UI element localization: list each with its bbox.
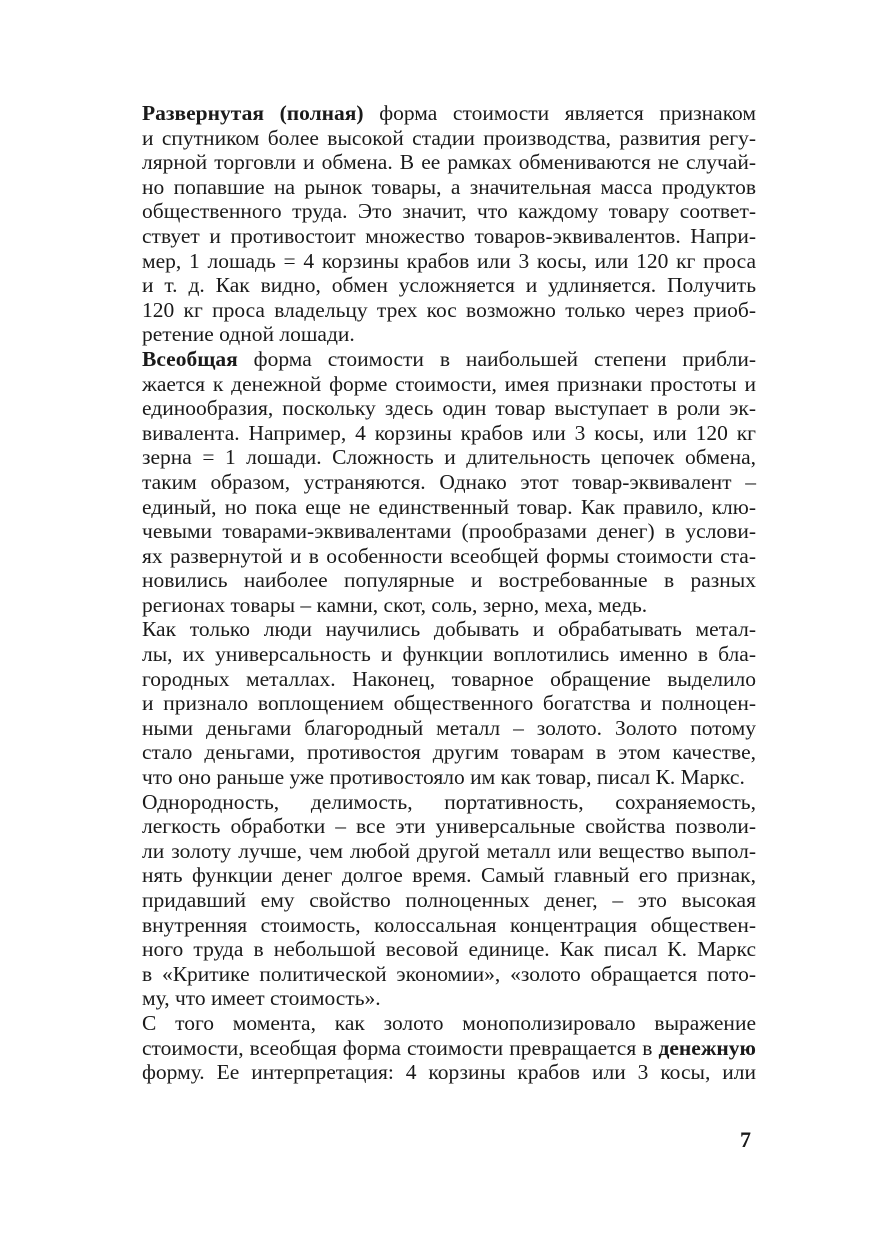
text-line bbox=[106, 347, 756, 372]
text-line bbox=[106, 495, 756, 520]
page-number: 7 bbox=[740, 1127, 751, 1152]
text-line bbox=[106, 839, 756, 864]
line-text: му, что имеет стоимость». bbox=[142, 986, 381, 1011]
text-line bbox=[106, 814, 756, 839]
line-text: мер, 1 лошадь = 4 корзины крабов или 3 косы, или 120 кг проса bbox=[142, 248, 756, 273]
line-text: ях развернутой и в особенности всеобщей формы стоимости ста- bbox=[142, 543, 756, 568]
line-text: ретение одной лошади. bbox=[142, 322, 355, 347]
text-line bbox=[106, 249, 756, 274]
line-text: ного труда в небольшой весовой единице. Как писал К. Маркс bbox=[142, 937, 756, 962]
line-text: стало деньгами, противостоя другим товарам в этом качестве, bbox=[142, 740, 756, 765]
bold-term: денежную bbox=[658, 1035, 756, 1060]
text-line bbox=[106, 790, 756, 815]
text-line bbox=[106, 1060, 756, 1085]
line-text: вивалента. Например, 4 корзины крабов или 3 косы, или 120 кг bbox=[142, 420, 756, 445]
text-line bbox=[106, 716, 756, 741]
line-text: лярной торговли и обмена. В ее рамках обмениваются не случай- bbox=[142, 150, 756, 175]
line-text: 120 кг проса владельцу трех кос возможно только через приоб- bbox=[142, 297, 756, 322]
line-text: форма стоимости в наибольшей степени прибли- bbox=[237, 346, 756, 371]
line-text: чевыми товарами-эквивалентами (прообразами денег) в услови- bbox=[142, 519, 756, 544]
text-line bbox=[106, 863, 756, 888]
text-line bbox=[106, 617, 756, 642]
text-line bbox=[106, 962, 756, 987]
line-text: единый, но пока еще не единственный товар. Как правило, клю- bbox=[142, 494, 756, 519]
line-text: внутренняя стоимость, колоссальная концентрация обществен- bbox=[142, 912, 756, 937]
line-text: лы, их универсальность и функции воплотились именно в бла- bbox=[142, 642, 756, 667]
line-text: нять функции денег долгое время. Самый главный его признак, bbox=[142, 863, 756, 888]
line-text: но попавшие на рынок товары, а значительная масса продуктов bbox=[142, 174, 756, 199]
line-text: новились наиболее популярные и востребованные в разных bbox=[142, 568, 756, 593]
text-line bbox=[106, 937, 756, 962]
paragraph bbox=[106, 617, 756, 789]
line-text: ли золоту лучше, чем любой другой металл или вещество выпол- bbox=[142, 838, 756, 863]
line-text: С того момента, как золото монополизировало выражение bbox=[142, 1010, 756, 1035]
text-line bbox=[106, 396, 756, 421]
text-line bbox=[106, 986, 756, 1011]
text-line bbox=[106, 765, 756, 790]
paragraph bbox=[106, 1011, 756, 1085]
text-line bbox=[106, 593, 756, 618]
line-text: и спутником более высокой стадии производства, развития регу- bbox=[142, 125, 756, 150]
text-line bbox=[106, 1036, 756, 1061]
line-text: регионах товары – камни, скот, соль, зерно, меха, медь. bbox=[142, 592, 648, 617]
line-text: и признало воплощением общественного богатства и полноцен- bbox=[142, 691, 756, 716]
text-line bbox=[106, 519, 756, 544]
line-text: и т. д. Как видно, обмен усложняется и удлиняется. Получить bbox=[142, 273, 756, 298]
paragraph bbox=[106, 101, 756, 347]
text-line bbox=[106, 691, 756, 716]
text-line bbox=[106, 224, 756, 249]
line-text: форму. Ее интерпретация: 4 корзины крабов или 3 косы, или bbox=[142, 1060, 756, 1085]
text-line bbox=[106, 199, 756, 224]
line-text: общественного труда. Это значит, что каждому товару соответ- bbox=[142, 199, 756, 224]
text-line bbox=[106, 101, 756, 126]
line-text: Как только люди научились добывать и обрабатывать метал- bbox=[142, 617, 756, 642]
text-line bbox=[106, 175, 756, 200]
line-text: ствует и противостоит множество товаров-эквивалентов. Напри- bbox=[142, 223, 756, 248]
line-text: зерна = 1 лошади. Сложность и длительность цепочек обмена, bbox=[142, 445, 756, 470]
line-text: единообразия, поскольку здесь один товар выступает в роли эк- bbox=[142, 396, 756, 421]
text-line bbox=[106, 1011, 756, 1036]
paragraph bbox=[106, 790, 756, 1011]
line-text: что оно раньше уже противостояло им как товар, писал К. Маркс. bbox=[142, 765, 745, 790]
line-text: легкость обработки – все эти универсальные свойства позволи- bbox=[142, 814, 756, 839]
line-text: Однородность, делимость, портативность, сохраняемость, bbox=[142, 789, 756, 814]
paragraph bbox=[106, 347, 756, 618]
text-line bbox=[106, 445, 756, 470]
page-body bbox=[106, 101, 756, 1085]
line-text: ными деньгами благородный металл – золото. Золото потому bbox=[142, 715, 756, 740]
line-text: жается к денежной форме стоимости, имея признаки простоты и bbox=[142, 371, 756, 396]
line-text: форма стоимости является признаком bbox=[363, 101, 756, 125]
text-line bbox=[106, 421, 756, 446]
text-line bbox=[106, 913, 756, 938]
line-text: таким образом, устраняются. Однако этот товар-эквивалент – bbox=[142, 469, 756, 494]
text-line bbox=[106, 888, 756, 913]
text-line bbox=[106, 322, 756, 347]
text-line bbox=[106, 642, 756, 667]
line-text: стоимости, всеобщая форма стоимости превращается в bbox=[142, 1035, 659, 1060]
text-line bbox=[106, 544, 756, 569]
line-text: городных металлах. Наконец, товарное обращение выделило bbox=[142, 666, 756, 691]
text-line bbox=[106, 126, 756, 151]
line-text: придавший ему свойство полноценных денег, – это высокая bbox=[142, 888, 756, 912]
text-line bbox=[106, 667, 756, 692]
text-line bbox=[106, 273, 756, 298]
text-line bbox=[106, 470, 756, 495]
bold-term: Развернутая (полная) bbox=[142, 101, 364, 125]
text-line bbox=[106, 298, 756, 323]
text-line bbox=[106, 372, 756, 397]
line-text: в «Критике политической экономии», «золото обращается пото- bbox=[142, 961, 756, 986]
text-line bbox=[106, 568, 756, 593]
text-line bbox=[106, 150, 756, 175]
text-line bbox=[106, 740, 756, 765]
bold-term: Всеобщая bbox=[142, 346, 238, 371]
